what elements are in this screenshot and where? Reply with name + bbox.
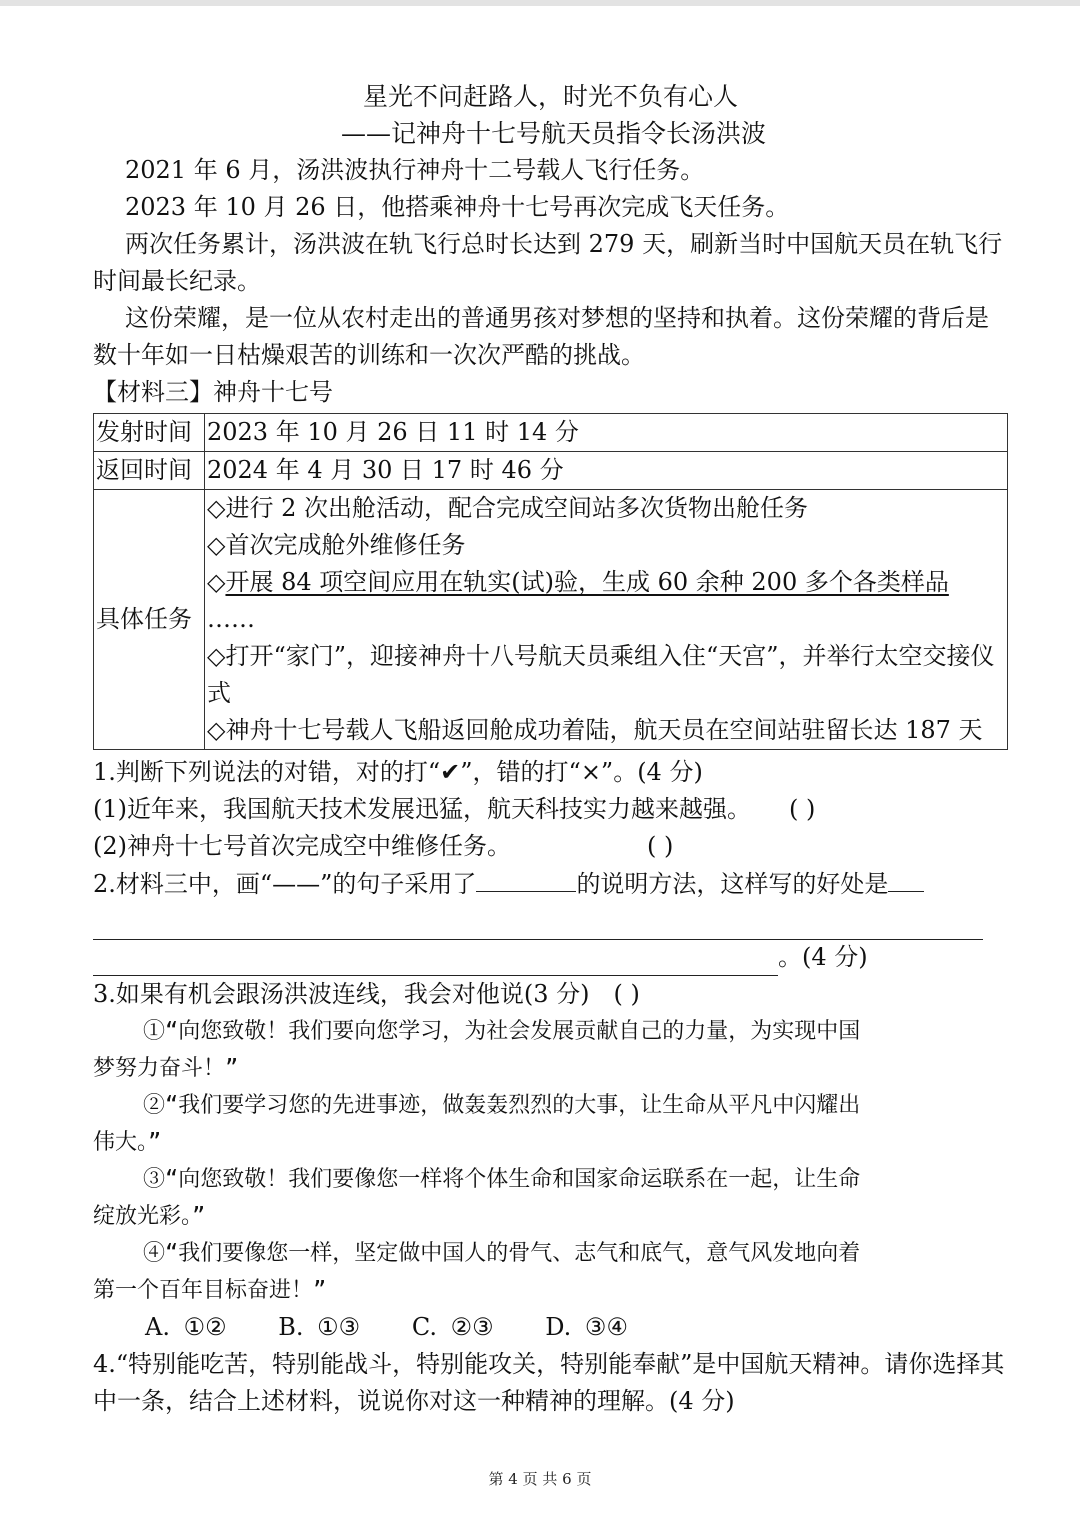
task-item-3-bullet: ◇ [207,568,226,596]
q2-answer-line-end [93,940,1008,976]
q3-answer-paren[interactable]: ( ) [613,980,640,1008]
q1-s1-answer-paren[interactable]: ( ) [789,795,816,823]
q1-s2-text: (2)神舟十七号首次完成空中维修任务。 [93,832,511,860]
material3-table [93,413,1008,750]
q2-benefit-blank-start[interactable] [888,865,924,892]
paragraph-1: 2021 年 6 月，汤洪波执行神舟十二号载人飞行任务。 [125,156,705,184]
q2-part1: 2.材料三中，画“——”的句子采用了 [93,870,477,898]
q3-choice-d[interactable]: D. ③④ [545,1313,628,1341]
q3-option-3-line-2: 绽放光彩。” [93,1204,206,1229]
q1-statement-1 [93,791,1008,828]
task-ellipsis: …… [207,605,255,633]
task-item-1: ◇进行 2 次出舱活动，配合完成空间站多次货物出舱任务 [207,494,808,522]
q2-method-blank[interactable] [476,865,576,892]
task-item-3 [207,564,1005,601]
q3-option-2-line-1: ②“我们要学习您的先进事迹，做轰轰烈烈的大事，让生命从平凡中闪耀出 [143,1093,861,1118]
top-edge-bar [0,0,1080,6]
q3-option-1-line-2: 梦努力奋斗！” [93,1056,239,1081]
q2-answer-line-2[interactable] [93,945,778,976]
material3-heading: 【材料三】神舟十七号 [93,378,333,406]
return-time-label: 返回时间 [94,452,205,490]
q4-text: 4.“特别能吃苦，特别能战斗，特别能攻关，特别能奉献”是中国航天精神。请你选择其中一条，结合上述材料，说说你对这一种精神的理解。(4 分) [93,1350,1005,1415]
paragraph-3: 两次任务累计，汤洪波在轨飞行总时长达到 279 天，刷新当时中国航天员在轨飞行时间最长纪录。 [93,230,1003,295]
launch-time-value: 2023 年 10 月 26 日 11 时 14 分 [205,414,1008,452]
q2-part2: 的说明方法，这样写的好处是 [576,870,889,898]
q2-answer-line[interactable] [93,903,983,940]
q1-statement-2 [93,828,1008,865]
q3-choice-c[interactable]: C. ②③ [411,1313,494,1341]
task-item-3-underlined: 开展 84 项空间应用在轨实(试)验，生成 60 余种 200 多个各类样品 [225,568,949,596]
task-item-2: ◇首次完成舱外维修任务 [207,531,466,559]
exam-page [93,78,1008,1420]
q3-choice-a[interactable]: A. ①② [145,1313,227,1341]
q3-choices [93,1309,1008,1346]
q3-option-1-line-1: ①“向您致敬！我们要向您学习，为社会发展贡献自己的力量，为实现中国 [143,1019,861,1044]
paragraph-4: 这份荣耀，是一位从农村走出的普通男孩对梦想的坚持和执着。这份荣耀的背后是数十年如一日枯燥艰苦的训练和一次次严酷的挑战。 [93,304,989,369]
page-footer: 第 4 页 共 6 页 [488,1470,592,1488]
tasks-label: 具体任务 [94,490,205,750]
task-item-4: ◇打开“家门”，迎接神舟十八号航天员乘组入住“天宫”，并举行太空交接仪式 [207,642,995,707]
q3-option-3-line-1: ③“向您致敬！我们要像您一样将个体生命和国家命运联系在一起，让生命 [143,1167,861,1192]
article-subtitle: ——记神舟十七号航天员指令长汤洪波 [340,119,766,148]
q3-option-4-line-2: 第一个百年目标奋进！” [93,1278,327,1303]
q3-choice-b[interactable]: B. ①③ [278,1313,361,1341]
q1-s1-text: (1)近年来，我国航天技术发展迅猛，航天科技实力越来越强。 [93,795,751,823]
q2-stem [93,865,1008,903]
table-row [94,452,1008,490]
paragraph-2: 2023 年 10 月 26 日，他搭乘神舟十七号再次完成飞天任务。 [125,193,790,221]
launch-time-label: 发射时间 [94,414,205,452]
q3-option-4-line-1: ④“我们要像您一样，坚定做中国人的骨气、志气和底气，意气风发地向着 [143,1241,861,1266]
tasks-cell [205,490,1008,750]
q2-score: 。(4 分) [778,943,868,971]
q3-stem-text: 3.如果有机会跟汤洪波连线，我会对他说(3 分) [93,980,590,1008]
table-row [94,490,1008,750]
q3-option-2-line-2: 伟大。” [93,1130,162,1155]
table-row [94,414,1008,452]
q1-stem: 1.判断下列说法的对错，对的打“✔”，错的打“×”。(4 分) [93,758,703,786]
article-title: 星光不问赶路人，时光不负有心人 [362,82,738,111]
q3-stem [93,976,1008,1013]
task-item-5: ◇神舟十七号载人飞船返回舱成功着陆，航天员在空间站驻留长达 187 天 [207,716,983,744]
return-time-value: 2024 年 4 月 30 日 17 时 46 分 [205,452,1008,490]
q1-s2-answer-paren[interactable]: ( ) [647,832,674,860]
